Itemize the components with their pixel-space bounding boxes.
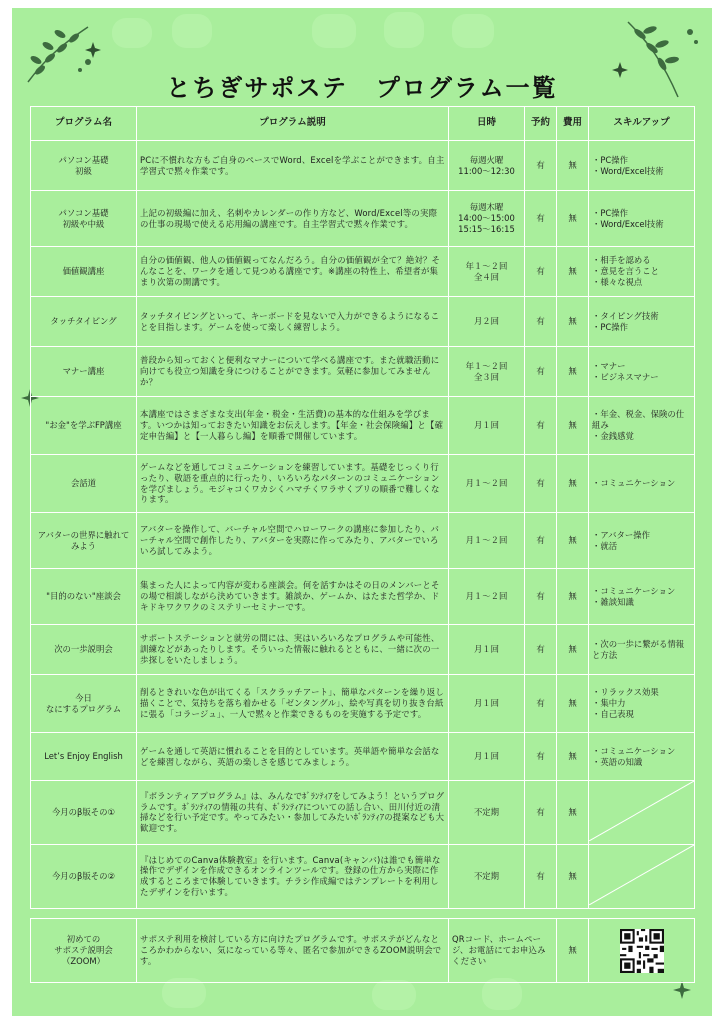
program-reserve: 有 xyxy=(525,191,557,247)
program-name: 価値観講座 xyxy=(31,247,137,297)
program-fee: 無 xyxy=(557,397,589,455)
program-reserve: 有 xyxy=(525,781,557,845)
program-fee: 無 xyxy=(557,297,589,347)
qr-cell xyxy=(589,919,695,983)
program-reserve: 有 xyxy=(525,625,557,675)
qr-code-icon[interactable] xyxy=(620,929,664,973)
program-skills xyxy=(589,397,695,455)
skill-item: ・意見を言うこと xyxy=(592,266,659,277)
program-reserve: 有 xyxy=(525,297,557,347)
program-name: "お金"を学ぶFP講座 xyxy=(31,397,137,455)
skill-item: ・就活 xyxy=(592,540,618,551)
skill-item: ・PC操作 xyxy=(592,154,629,165)
program-date: 月１回 xyxy=(449,625,525,675)
background-shape xyxy=(452,14,494,48)
program-description: 普段から知っておくと便利なマナーについて学べる講座です。また就職活動に向けても役立つ知識を身につけることができます。気軽に参加してみませんか？ xyxy=(137,347,449,397)
program-fee: 無 xyxy=(557,844,589,908)
page-title xyxy=(12,68,712,103)
table-row xyxy=(31,919,695,983)
zoom-description: サポステ利用を検討している方に向けたプログラムです。サポステがどんなところかわからない、気になっている等々、匿名で参加ができるZOOM説明会です。 xyxy=(137,919,449,983)
program-description: タッチタイピングといって、キーボードを見ないで入力ができるようになることを目指します。ゲームを使って楽しく練習しよう。 xyxy=(137,297,449,347)
program-date: 月１回 xyxy=(449,675,525,733)
header-date: 日時 xyxy=(449,107,525,141)
program-date: 年１～２回 全３回 xyxy=(449,347,525,397)
zoom-name: 初めての サポステ説明会 （ZOOM） xyxy=(31,919,137,983)
strike-diagonal xyxy=(589,781,694,841)
program-description: 上記の初級編に加え、名刺やカレンダーの作り方など、Word/Excel等の実際の仕事の現場で使える応用編の講座です。自主学習式で黙々作業です。 xyxy=(137,191,449,247)
program-description: 自分の価値観、他人の価値観ってなんだろう。自分の価値観が全て？絶対？そんなことを、ワークを通して見つめる講座です。※講座の特性上、希望者が集まり次第の開講です。 xyxy=(137,247,449,297)
program-description: 削るときれいな色が出てくる「スクラッチアート」、簡単なパターンを繰り返し描くことで、気持ちを落ち着かせる「ゼンタングル」、絵や写真を切り抜き台紙に張る「コラージュ」、一人で黙々と作業できるものを実施する予定です。 xyxy=(137,675,449,733)
program-skills xyxy=(589,191,695,247)
program-reserve: 有 xyxy=(525,247,557,297)
program-fee: 無 xyxy=(557,733,589,781)
skill-item: ・PC操作 xyxy=(592,321,629,332)
program-description: 本講座ではさまざまな支出(年金・税金・生活費)の基本的な仕組みを学びます。いつかは知っておきたい知識をお伝えします。【年金・社会保険編】と【確定申告編】と【一人暮らし編】を順番で開催しています。 xyxy=(137,397,449,455)
program-name: 今月のβ版その① xyxy=(31,781,137,845)
skill-item: ・ビジネスマナー xyxy=(592,371,659,382)
program-fee: 無 xyxy=(557,191,589,247)
program-reserve: 有 xyxy=(525,141,557,191)
program-reserve: 有 xyxy=(525,569,557,625)
skill-item: ・次の一歩に繋がる情報と方法 xyxy=(592,638,685,660)
program-date: 月１～２回 xyxy=(449,513,525,569)
skill-item: ・集中力 xyxy=(592,698,626,709)
program-date: 不定期 xyxy=(449,844,525,908)
skill-item: ・Word/Excel技術 xyxy=(592,218,664,229)
table-row xyxy=(31,625,695,675)
program-date: 毎週木曜 14:00～15:00 15:15～16:15 xyxy=(449,191,525,247)
skill-item: ・アバター操作 xyxy=(592,529,650,540)
table-row xyxy=(31,191,695,247)
table-row xyxy=(31,455,695,513)
table-header-row xyxy=(31,107,695,141)
program-name: 今日 なにするプログラム xyxy=(31,675,137,733)
skill-item: ・PC操作 xyxy=(592,207,629,218)
program-description: 『ボランティアプログラム』は、みんなでﾎﾞﾗﾝﾃｨｱをしてみよう！というプログラムです。ﾎﾞﾗﾝﾃｨｱの情報の共有、ﾎﾞﾗﾝﾃｨｱについての話し合い、田川付近の清掃などを行い予定です。やってみたい・参加してみたいﾎﾞﾗﾝﾃｨｱの提案なども大歓迎です。 xyxy=(137,781,449,845)
program-description: 『はじめてのCanva体験教室』を行います。Canva(キャンバ)は誰でも簡単な操作でデザインを作成できるオンラインツールです。登録の仕方から実際に作成するところまで体験していきます。チラシ作成編ではテンプレートを利用したデザインを行います。 xyxy=(137,844,449,908)
program-reserve: 有 xyxy=(525,733,557,781)
program-date: 月１回 xyxy=(449,733,525,781)
zoom-apply-info: QRコード、ホームページ、お電話にてお申込みください xyxy=(449,919,557,983)
program-reserve: 有 xyxy=(525,675,557,733)
skill-item: ・自己表現 xyxy=(592,708,634,719)
program-fee: 無 xyxy=(557,141,589,191)
table-row xyxy=(31,397,695,455)
program-date: 月１～２回 xyxy=(449,569,525,625)
program-description: 集まった人によって内容が変わる座談会。何を話すかはその日のメンバーとその場で相談しながら決めていきます。雑談か、ゲームか、はたまた哲学か、ドキドキワクワクのミステリーセミナーです。 xyxy=(137,569,449,625)
program-name: 会話道 xyxy=(31,455,137,513)
program-skills xyxy=(589,347,695,397)
table-row xyxy=(31,513,695,569)
table-row xyxy=(31,781,695,845)
skill-item: ・コミュニケーション xyxy=(592,585,676,596)
program-fee: 無 xyxy=(557,455,589,513)
strike-diagonal xyxy=(589,845,694,905)
program-name: タッチタイピング xyxy=(31,297,137,347)
skill-item: ・コミュニケーション xyxy=(592,478,676,489)
skill-item: ・マナー xyxy=(592,360,626,371)
title-part-2: プログラム一覧 xyxy=(375,74,558,102)
program-fee: 無 xyxy=(557,781,589,845)
skill-item: ・タイピング技術 xyxy=(592,310,659,321)
table-row xyxy=(31,247,695,297)
program-skills xyxy=(589,247,695,297)
program-fee: 無 xyxy=(557,247,589,297)
skill-item: ・英語の知識 xyxy=(592,756,643,767)
table-row xyxy=(31,297,695,347)
program-description: PCに不慣れな方もご自身のペースでWord、Excelを学ぶことができます。自主学習式で黙々作業です。 xyxy=(137,141,449,191)
header-reserve: 予約 xyxy=(525,107,557,141)
program-description: ゲームなどを通してコミュニケーションを練習しています。基礎をじっくり行ったり、敬語を重点的に行ったり、いろいろなパターンのコミュニケーションを学びましょう。モジャコくワカシくハマチくワラサくブリの順番で難しくなります。 xyxy=(137,455,449,513)
program-date: 毎週火曜 11:00～12:30 xyxy=(449,141,525,191)
program-skills xyxy=(589,781,695,845)
program-name: "目的のない"座談会 xyxy=(31,569,137,625)
skill-item: ・金銭感覚 xyxy=(592,430,634,441)
program-skills xyxy=(589,297,695,347)
program-date: 年１～２回 全４回 xyxy=(449,247,525,297)
program-skills xyxy=(589,675,695,733)
table-row xyxy=(31,569,695,625)
table-row xyxy=(31,675,695,733)
program-reserve: 有 xyxy=(525,513,557,569)
program-fee: 無 xyxy=(557,513,589,569)
background-shape xyxy=(372,980,416,1010)
program-fee: 無 xyxy=(557,675,589,733)
skill-item: ・Word/Excel技術 xyxy=(592,165,664,176)
background-shape xyxy=(312,14,356,48)
program-skills xyxy=(589,625,695,675)
program-name: マナー講座 xyxy=(31,347,137,397)
program-skills xyxy=(589,844,695,908)
program-name: アバターの世界に触れてみよう xyxy=(31,513,137,569)
program-name: 次の一歩説明会 xyxy=(31,625,137,675)
skill-item: ・雑談知識 xyxy=(592,596,634,607)
skill-item: ・リラックス効果 xyxy=(592,687,659,698)
background-shape xyxy=(172,14,212,48)
header-fee: 費用 xyxy=(557,107,589,141)
program-fee: 無 xyxy=(557,347,589,397)
program-table xyxy=(30,106,695,909)
skill-item: ・様々な視点 xyxy=(592,276,643,287)
program-skills xyxy=(589,569,695,625)
program-description: サポートステーションと就労の間には、実はいろいろなプログラムや可能性、訓練などがあったりします。そういった情報に触れるとともに、一緒に次の一歩探しをいたしましょう。 xyxy=(137,625,449,675)
program-date: 不定期 xyxy=(449,781,525,845)
sparkle-icon xyxy=(672,980,692,1000)
program-date: 月１～２回 xyxy=(449,455,525,513)
program-skills xyxy=(589,141,695,191)
program-skills xyxy=(589,513,695,569)
program-fee: 無 xyxy=(557,625,589,675)
background-shape xyxy=(112,18,152,48)
table-row xyxy=(31,844,695,908)
table-row xyxy=(31,141,695,191)
program-reserve: 有 xyxy=(525,844,557,908)
background-shape xyxy=(384,12,424,48)
header-name: プログラム名 xyxy=(31,107,137,141)
program-skills xyxy=(589,733,695,781)
program-fee: 無 xyxy=(557,569,589,625)
program-reserve: 有 xyxy=(525,455,557,513)
program-name: パソコン基礎 初級や中級 xyxy=(31,191,137,247)
program-reserve: 有 xyxy=(525,347,557,397)
header-skill: スキルアップ xyxy=(589,107,695,141)
table-row xyxy=(31,347,695,397)
skill-item: ・相手を認める xyxy=(592,255,651,266)
skill-item: ・コミュニケーション xyxy=(592,745,676,756)
program-date: 月１回 xyxy=(449,397,525,455)
header-description: プログラム説明 xyxy=(137,107,449,141)
program-skills xyxy=(589,455,695,513)
title-part-1: とちぎサポステ xyxy=(166,74,348,102)
program-reserve: 有 xyxy=(525,397,557,455)
skill-item: ・年金、税金、保険の仕組み xyxy=(592,409,685,431)
program-name: パソコン基礎 初級 xyxy=(31,141,137,191)
zoom-fee: 無 xyxy=(557,919,589,983)
program-date: 月２回 xyxy=(449,297,525,347)
program-name: Let’s Enjoy English xyxy=(31,733,137,781)
table-row xyxy=(31,733,695,781)
flyer-sheet xyxy=(12,8,712,1016)
zoom-session-table xyxy=(30,918,695,983)
program-description: ゲームを通して英語に慣れることを目的としています。英単語や簡単な会話などを練習しながら、英語の楽しさを感じてみましょう。 xyxy=(137,733,449,781)
program-description: アバターを操作して、バーチャル空間でハローワークの講座に参加したり、バーチャル空間で創作したり、アバターを実際に作ってみたり、アバターでいろいろ試してみよう。 xyxy=(137,513,449,569)
program-name: 今月のβ版その② xyxy=(31,844,137,908)
